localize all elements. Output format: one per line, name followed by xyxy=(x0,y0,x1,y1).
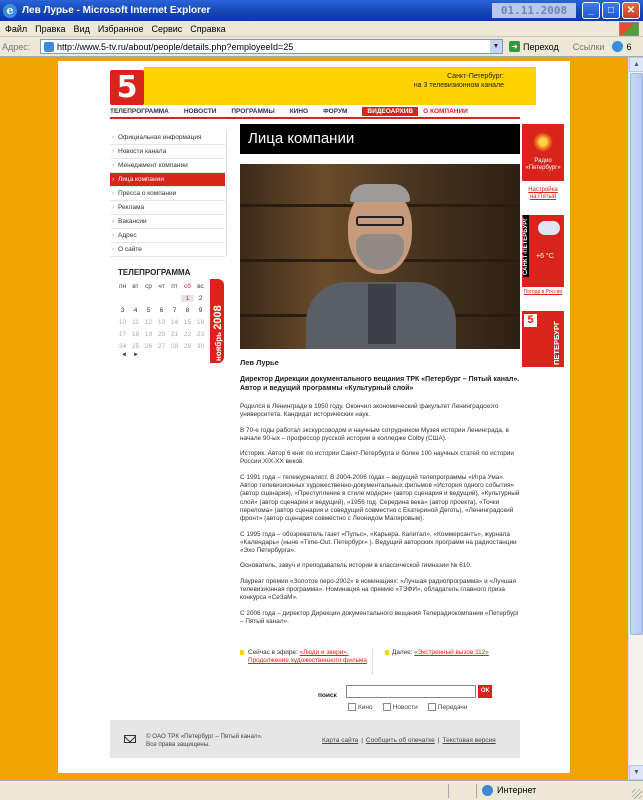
calendar-day-mon: пн xyxy=(118,282,127,290)
search-option-cinema[interactable] xyxy=(348,703,373,711)
scroll-down-icon[interactable]: ▼ xyxy=(629,765,643,780)
radio-label-line1: Радио xyxy=(534,158,552,164)
links-count-badge[interactable] xyxy=(612,41,631,52)
radio-banner[interactable] xyxy=(522,124,564,181)
copyright-line1: © ОАО ТРК «Петербург – Пятый канал». xyxy=(146,733,263,740)
bio-paragraph: С 2006 года – директор Дирекции документального вещания Телерадиокомпании «Петербург – Пятый канал». xyxy=(240,609,519,625)
calendar-date: 26 xyxy=(144,342,153,350)
calendar-date: 24 xyxy=(118,342,127,350)
envelope-icon[interactable] xyxy=(124,735,136,743)
next-on-air-program[interactable]: «Экстренный вызов 112» xyxy=(414,649,489,656)
calendar-date: 18 xyxy=(131,330,140,338)
sidebar-item-vacancies[interactable]: › Вакансии xyxy=(110,215,225,229)
footer-link-sitemap[interactable]: Карта сайта xyxy=(322,737,359,744)
ie-logo-icon: e xyxy=(3,4,17,18)
calendar-day-sun: вс xyxy=(197,282,204,290)
calendar-date: 27 xyxy=(157,342,166,350)
petersburg-banner[interactable] xyxy=(522,311,564,367)
footer-link-report-typo[interactable]: Сообщить об опечатке xyxy=(365,737,435,744)
calendar-date[interactable]: 4 xyxy=(133,306,138,314)
search-option-programs[interactable] xyxy=(428,703,468,711)
resize-grip-icon[interactable] xyxy=(632,789,642,799)
window-title: Лев Лурье - Microsoft Internet Explorer xyxy=(22,5,211,16)
bio-paragraph: В 70-е годы работал экскурсоводом и научным сотрудником Музея истории Ленинграда, в начале 90-ых – профессор русской истории в колледже Colby (США). xyxy=(240,426,509,442)
links-button[interactable]: Ссылки xyxy=(572,41,605,52)
chevron-down-icon[interactable]: ▼ xyxy=(490,40,502,53)
calendar-date: 10 xyxy=(118,318,127,326)
bio-paragraph: Лауреат премии «Золотое перо-2002» в номинациях: «Лучшая радиопрограмма» и «Лучшая телевизионная программа». Номинация на премию «ТЭФИ», обладатель главного приза конкурса «СеЗаМ». xyxy=(240,577,516,602)
weather-russia-link[interactable]: Погода в России xyxy=(523,289,563,295)
onair-divider xyxy=(372,649,373,675)
calendar-next-icon[interactable]: ► xyxy=(132,352,139,358)
page-favicon-icon xyxy=(44,42,54,52)
top-navigation xyxy=(110,105,520,117)
checkbox[interactable] xyxy=(348,703,356,711)
web-page xyxy=(58,61,570,773)
calendar-date: 17 xyxy=(118,330,127,338)
calendar-prev-icon[interactable]: ◄ xyxy=(121,352,127,358)
sidebar-item-advertising[interactable]: › Реклама xyxy=(110,201,225,215)
calendar-month-name: ноябрь xyxy=(214,331,223,361)
piter-text: ПЕТЕРБУРГ xyxy=(552,320,561,365)
title-bar xyxy=(0,0,643,21)
calendar-date: 11 xyxy=(132,318,139,326)
page-footer xyxy=(110,720,520,758)
internet-zone-icon xyxy=(482,785,493,796)
person-role: Директор Дирекции документального вещания ТРК «Петербург – Пятый канал». Автор и ведущий программы «Культурный слой» xyxy=(240,376,520,392)
menu-edit[interactable]: Правка xyxy=(35,23,66,34)
calendar-week-row xyxy=(116,292,207,304)
search-input[interactable] xyxy=(346,685,476,698)
person-bio xyxy=(240,403,520,633)
calendar-date[interactable]: 7 xyxy=(172,306,177,314)
windows-logo-icon xyxy=(619,22,639,36)
sidebar-item-channel-news[interactable]: › Новости канала xyxy=(110,145,225,159)
go-button[interactable] xyxy=(509,41,559,52)
calendar-date: 20 xyxy=(157,330,166,338)
maximize-button[interactable]: □ xyxy=(602,2,620,19)
footer-separator: | xyxy=(361,737,363,744)
status-bar xyxy=(0,780,643,800)
radio-label xyxy=(522,158,564,172)
person-photo xyxy=(240,164,520,349)
calendar-date: 30 xyxy=(196,342,205,350)
address-label: Адрес: xyxy=(2,41,31,52)
sidebar-item-official-info[interactable]: › Официальная информация xyxy=(110,131,225,145)
calendar-header-row xyxy=(116,280,207,292)
topnav-video-archive[interactable]: ВИДЕОАРХИВ xyxy=(362,107,418,116)
calendar-month-strip xyxy=(210,279,224,363)
next-on-air xyxy=(380,649,520,657)
now-on-air-label: Сейчас в эфире: xyxy=(248,649,298,656)
search-label: поиск xyxy=(318,692,337,699)
calendar-year: 2008 xyxy=(212,305,224,330)
sidebar-item-about-site[interactable]: › О сайте xyxy=(110,243,225,257)
close-button[interactable]: ✕ xyxy=(622,2,640,19)
person-shirt xyxy=(368,284,396,344)
calendar-day-wed: ср xyxy=(145,282,152,290)
person-hair xyxy=(350,184,410,202)
menu-tools[interactable]: Сервис xyxy=(151,23,183,34)
calendar-month-label xyxy=(212,305,224,361)
person-name: Лев Лурье xyxy=(240,358,279,367)
menu-bar xyxy=(0,21,643,37)
topnav-programs[interactable]: ПРОГРАММЫ xyxy=(231,107,275,115)
go-arrow-icon: ➜ xyxy=(509,41,520,52)
browser-viewport xyxy=(0,57,628,780)
option-label: Новости xyxy=(392,703,418,711)
bullet-icon xyxy=(240,650,244,655)
topnav-about-company[interactable]: О КОМПАНИИ xyxy=(423,107,468,115)
calendar-date[interactable]: 8 xyxy=(185,306,190,314)
option-label: Кино xyxy=(358,703,373,711)
go-label: Переход xyxy=(523,41,559,52)
globe-icon xyxy=(612,41,623,52)
bio-paragraph: Родился в Ленинграде в 1950 году. Окончил экономический факультет Ленинградского университета. Кандидат исторических наук. xyxy=(240,403,499,419)
sidebar-divider xyxy=(226,131,227,256)
channel-logo[interactable]: 5 xyxy=(110,70,144,105)
page-title: Лица компании xyxy=(248,130,355,147)
calendar-date[interactable]: 9 xyxy=(198,306,203,314)
calendar-date[interactable]: 3 xyxy=(120,306,125,314)
address-url[interactable]: http://www.5-tv.ru/about/people/details.php?employeeId=25 xyxy=(57,41,294,52)
bio-paragraph: С 1991 года – тележурналист. В 2004-2006 годах – ведущий телепрограммы «Игра Ума». Автор телевизионных художественно-документальных фильмов «История одного события» (автор сценария), «Преступление в стиле модерн» (автор сценария и ведущий), «Культурный слой» (автор сценария и ведущий), «1956 год. Середина века» (автор проекта), «Точки перелома» (автор сценария и соведущий совместно с Екатериной Деготь), «Ленинградский фронт» (автор сценария совместно с Леонидом Маляровым). xyxy=(240,473,520,523)
sidebar-item-management[interactable]: › Менеджмент компании xyxy=(110,159,225,173)
copyright-line2: Все права защищены. xyxy=(146,740,210,748)
calendar-date: 29 xyxy=(183,342,192,350)
vertical-scrollbar[interactable] xyxy=(628,57,643,780)
links-count: 6 xyxy=(626,41,632,52)
address-bar xyxy=(0,37,643,57)
menu-help[interactable]: Справка xyxy=(190,23,226,34)
sidebar-item-address[interactable]: › Адрес xyxy=(110,229,225,243)
calendar-date: 12 xyxy=(144,318,153,326)
calendar-week-row xyxy=(116,304,207,316)
topnav-cinema[interactable]: КИНО xyxy=(289,107,309,115)
calendar-date: 25 xyxy=(131,342,140,350)
cloud-icon xyxy=(538,221,560,235)
next-on-air-label: Далее: xyxy=(392,649,413,656)
now-on-air xyxy=(240,649,380,665)
internet-zone-label: Интернет xyxy=(497,785,537,795)
minimize-button[interactable]: _ xyxy=(582,2,600,19)
option-label: Передачи xyxy=(437,703,468,711)
calendar-week-row xyxy=(116,316,207,328)
copyright xyxy=(146,733,263,748)
search-option-news[interactable] xyxy=(383,703,418,711)
header-city-line1: Санкт-Петербург: xyxy=(447,73,504,80)
calendar-day-fri: пт xyxy=(171,282,178,290)
scroll-thumb[interactable] xyxy=(630,73,643,635)
sidebar-nav xyxy=(110,131,225,257)
calendar-week-row xyxy=(116,340,207,352)
footer-separator: | xyxy=(437,737,440,744)
status-divider xyxy=(476,784,477,798)
page-title-bar xyxy=(240,124,520,154)
weather-city: САНКТ-ПЕТЕРБУРГ xyxy=(523,217,529,275)
now-on-air-program[interactable]: «Люди и звери». Продолжение художественного фильма xyxy=(248,649,367,664)
scroll-up-icon[interactable]: ▲ xyxy=(629,57,643,72)
calendar-day-sat: сб xyxy=(184,282,191,290)
tvprogram-title[interactable]: ТЕЛЕПРОГРАММА xyxy=(118,268,191,277)
bio-paragraph: Историк. Автор 6 книг по истории Санкт-Петербурга и более 100 научных статей по истории России XIX-XX веков. xyxy=(240,450,514,466)
calendar-date: 28 xyxy=(170,342,179,350)
bio-paragraph: Основатель, завуч и преподаватель истории в классической гимназии № 610. xyxy=(240,562,472,570)
tvprogram-calendar xyxy=(116,280,207,358)
calendar-week-row xyxy=(116,328,207,340)
calendar-date: 15 xyxy=(183,318,192,326)
topnav-tvprogram[interactable]: ТЕЛЕПРОГРАММА xyxy=(110,107,169,115)
menu-view[interactable]: Вид xyxy=(73,23,90,34)
tuning-link-line2: на Пятый xyxy=(529,194,557,200)
topnav-divider xyxy=(110,117,520,119)
search-ok-button[interactable]: ОК xyxy=(478,685,492,698)
footer-link-text-version[interactable]: Текстовая версия xyxy=(442,737,496,744)
date-stamp: 01.11.2008 xyxy=(492,3,576,18)
topnav-forum[interactable]: ФОРУМ xyxy=(323,107,348,115)
checkbox[interactable] xyxy=(383,703,391,711)
calendar-date: 19 xyxy=(144,330,153,338)
bio-paragraph: С 1995 года – обозреватель газет «Пульс», «Карьера. Капитал», «Коммерсантъ», журнала «Календарь» (ныне «Time-Out. Петербург» ). Ведущий авторских программ на радиостанции «Эхо Петербурга». xyxy=(240,530,517,555)
bullet-icon xyxy=(385,650,389,655)
calendar-date[interactable]: 6 xyxy=(159,306,164,314)
radio-label-line2: «Петербург» xyxy=(525,165,561,171)
topnav-news[interactable]: НОВОСТИ xyxy=(183,107,217,115)
sidebar-item-company-faces[interactable]: › Лица компании xyxy=(110,173,225,187)
calendar-day-tue: вт xyxy=(132,282,139,290)
radio-broadcast-icon xyxy=(533,132,553,152)
weather-temperature: +6 °C xyxy=(536,253,554,260)
menu-file[interactable]: Файл xyxy=(5,23,28,34)
person-glasses xyxy=(356,216,404,226)
calendar-date: 14 xyxy=(170,318,179,326)
calendar-date: 13 xyxy=(157,318,166,326)
sidebar-item-press[interactable]: › Пресса о компании xyxy=(110,187,225,201)
calendar-day-thu: чт xyxy=(158,282,165,290)
checkbox[interactable] xyxy=(428,703,436,711)
calendar-date: 22 xyxy=(183,330,192,338)
header-city-info xyxy=(358,72,504,90)
calendar-nav xyxy=(121,352,207,358)
calendar-date: 21 xyxy=(170,330,179,338)
calendar-date-today[interactable]: 1 xyxy=(181,295,194,302)
header-city-line2: на 3 телевизионном канале xyxy=(413,82,504,89)
calendar-date[interactable]: 5 xyxy=(146,306,151,314)
footer-links xyxy=(322,737,496,744)
calendar-date[interactable]: 2 xyxy=(198,294,203,302)
calendar-date: 16 xyxy=(196,318,205,326)
status-divider xyxy=(448,784,449,798)
tuning-link[interactable] xyxy=(522,187,564,201)
piter-logo: 5 xyxy=(524,314,537,327)
weather-widget[interactable] xyxy=(522,215,564,287)
menu-favorites[interactable]: Избранное xyxy=(97,23,144,34)
calendar-date: 23 xyxy=(196,330,205,338)
search-options xyxy=(348,703,467,711)
address-field[interactable] xyxy=(40,39,503,54)
tuning-link-line1: Настройка xyxy=(528,187,558,193)
